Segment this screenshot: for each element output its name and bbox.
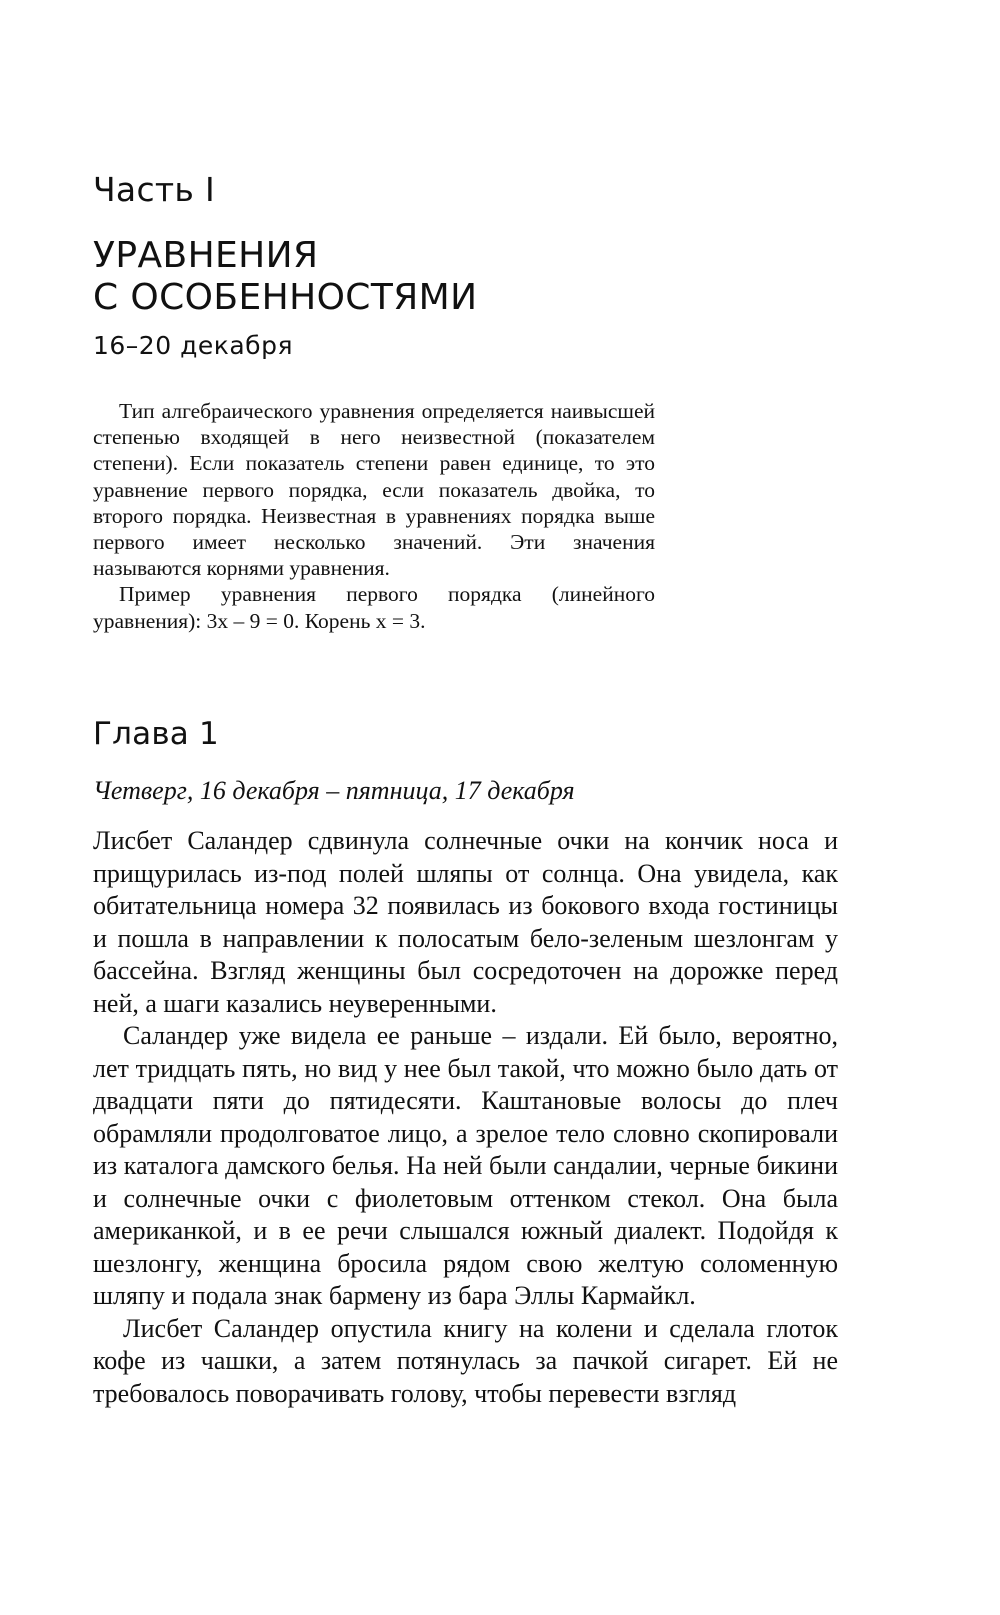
part-dates: 16–20 декабря xyxy=(93,331,293,360)
chapter-body xyxy=(93,825,838,1410)
part-label: Часть I xyxy=(93,170,215,209)
epigraph-paragraph: Тип алгебраического уравнения определяется наивысшей степенью входящей в него неизвестной (показателем степени). Если показатель степени равен единице, то это уравнение первого порядка, если показатель двойка, то второго порядка. Неизвестная в уравнениях порядка выше первого имеет несколько значений. Эти значения называются корнями уравнения. xyxy=(93,399,655,581)
body-paragraph: Лисбет Саландер сдвинула солнечные очки на кончик носа и прищурилась из-под полей шляпы от солнца. Она увидела, как обитательница номера 32 появилась из бокового входа гостиницы и пошла в направлении к полосатым бело-зеленым шезлонгам у бассейна. Взгляд женщины был сосредоточен на дорожке перед ней, а шаги казались неуверенными. xyxy=(93,826,838,1018)
epigraph-paragraph: Пример уравнения первого порядка (линейного уравнения): 3x – 9 = 0. Корень x = 3. xyxy=(93,582,655,633)
chapter-title: Глава 1 xyxy=(93,716,219,752)
part-title-line-2: С ОСОБЕННОСТЯМИ xyxy=(93,277,478,319)
book-page xyxy=(93,0,871,1615)
part-title-line-1: УРАВНЕНИЯ xyxy=(93,235,319,276)
epigraph xyxy=(93,398,655,634)
body-paragraph: Лисбет Саландер опустила книгу на колени и сделала глоток кофе из чашки, а затем потянулась за пачкой сигарет. Ей не требовалось поворачивать голову, чтобы перевести взгляд xyxy=(93,1313,838,1408)
chapter-dates: Четверг, 16 декабря – пятница, 17 декабря xyxy=(93,776,575,805)
part-title xyxy=(93,235,477,320)
body-paragraph: Саландер уже видела ее раньше – издали. Ей было, вероятно, лет тридцать пять, но вид у нее был такой, что можно было дать от двадцати пяти до пятидесяти. Каштановые волосы до плеч обрамляли продолговатое лицо, а зрелое тело словно скопировали из каталога дамского белья. На ней были сандалии, черные бикини и солнечные очки с фиолетовым оттенком стекол. Она была американкой, и в ее речи слышался южный диалект. Подойдя к шезлонгу, женщина бросила рядом свою желтую соломенную шляпу и подала знак бармену из бара Эллы Кармайкл. xyxy=(93,1021,838,1310)
